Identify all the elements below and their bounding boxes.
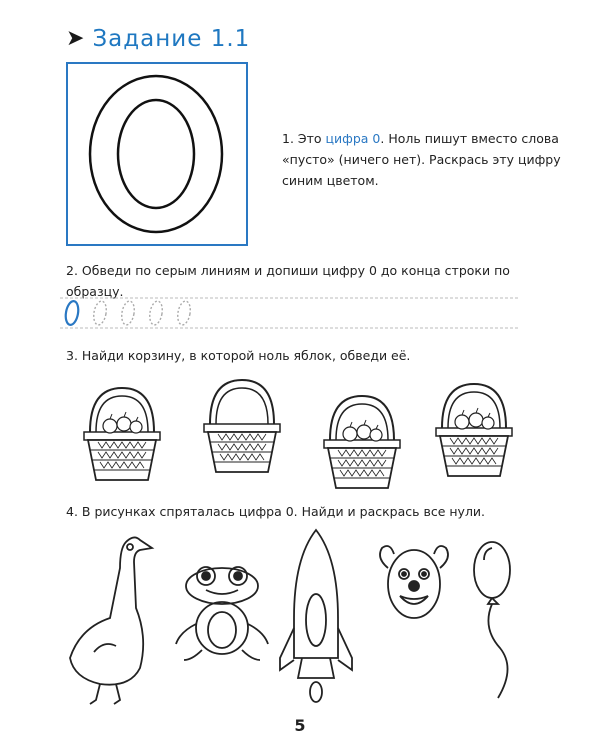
task1-accent: цифра 0 — [325, 131, 381, 146]
tracing-line[interactable] — [60, 294, 530, 334]
task-heading — [66, 26, 250, 52]
task4-text: 4. В рисунках спряталась цифра 0. Найди и раскрась все нули. — [66, 504, 486, 519]
trace-zero — [148, 300, 164, 326]
hidden-zeros-pictures — [60, 528, 540, 710]
task1-text — [282, 128, 572, 191]
task1-text-before: 1. Это — [282, 131, 326, 146]
basket-icon — [84, 388, 160, 480]
balloon-icon — [474, 542, 510, 698]
baskets-row — [80, 372, 520, 492]
big-zero-box — [66, 62, 248, 246]
basket-icon — [204, 380, 280, 472]
trace-zero — [120, 300, 136, 326]
frog-icon — [176, 567, 268, 660]
arrow-bullet-icon: ➤ — [66, 26, 85, 51]
rocket-icon — [280, 530, 352, 702]
task1-text-after: . Ноль пишут вместо слова «пусто» (ничего нет). Раскрась эту цифру синим цветом. — [282, 131, 561, 188]
sample-zero — [64, 300, 80, 326]
goose-icon — [70, 537, 152, 704]
clown-icon — [380, 546, 448, 618]
basket-icon — [324, 396, 400, 488]
task-title: Задание 1.1 — [92, 26, 251, 52]
task2-text: 2. Обведи по серым линиям и допиши цифру 0 до конца строки по образцу. — [66, 263, 510, 299]
zero-digit-outline — [68, 64, 246, 244]
trace-zero — [92, 300, 108, 326]
page-number: 5 — [294, 716, 306, 735]
task3-text: 3. Найди корзину, в которой ноль яблок, обведи её. — [66, 348, 411, 363]
basket-icon — [436, 384, 512, 476]
trace-zero — [176, 300, 192, 326]
